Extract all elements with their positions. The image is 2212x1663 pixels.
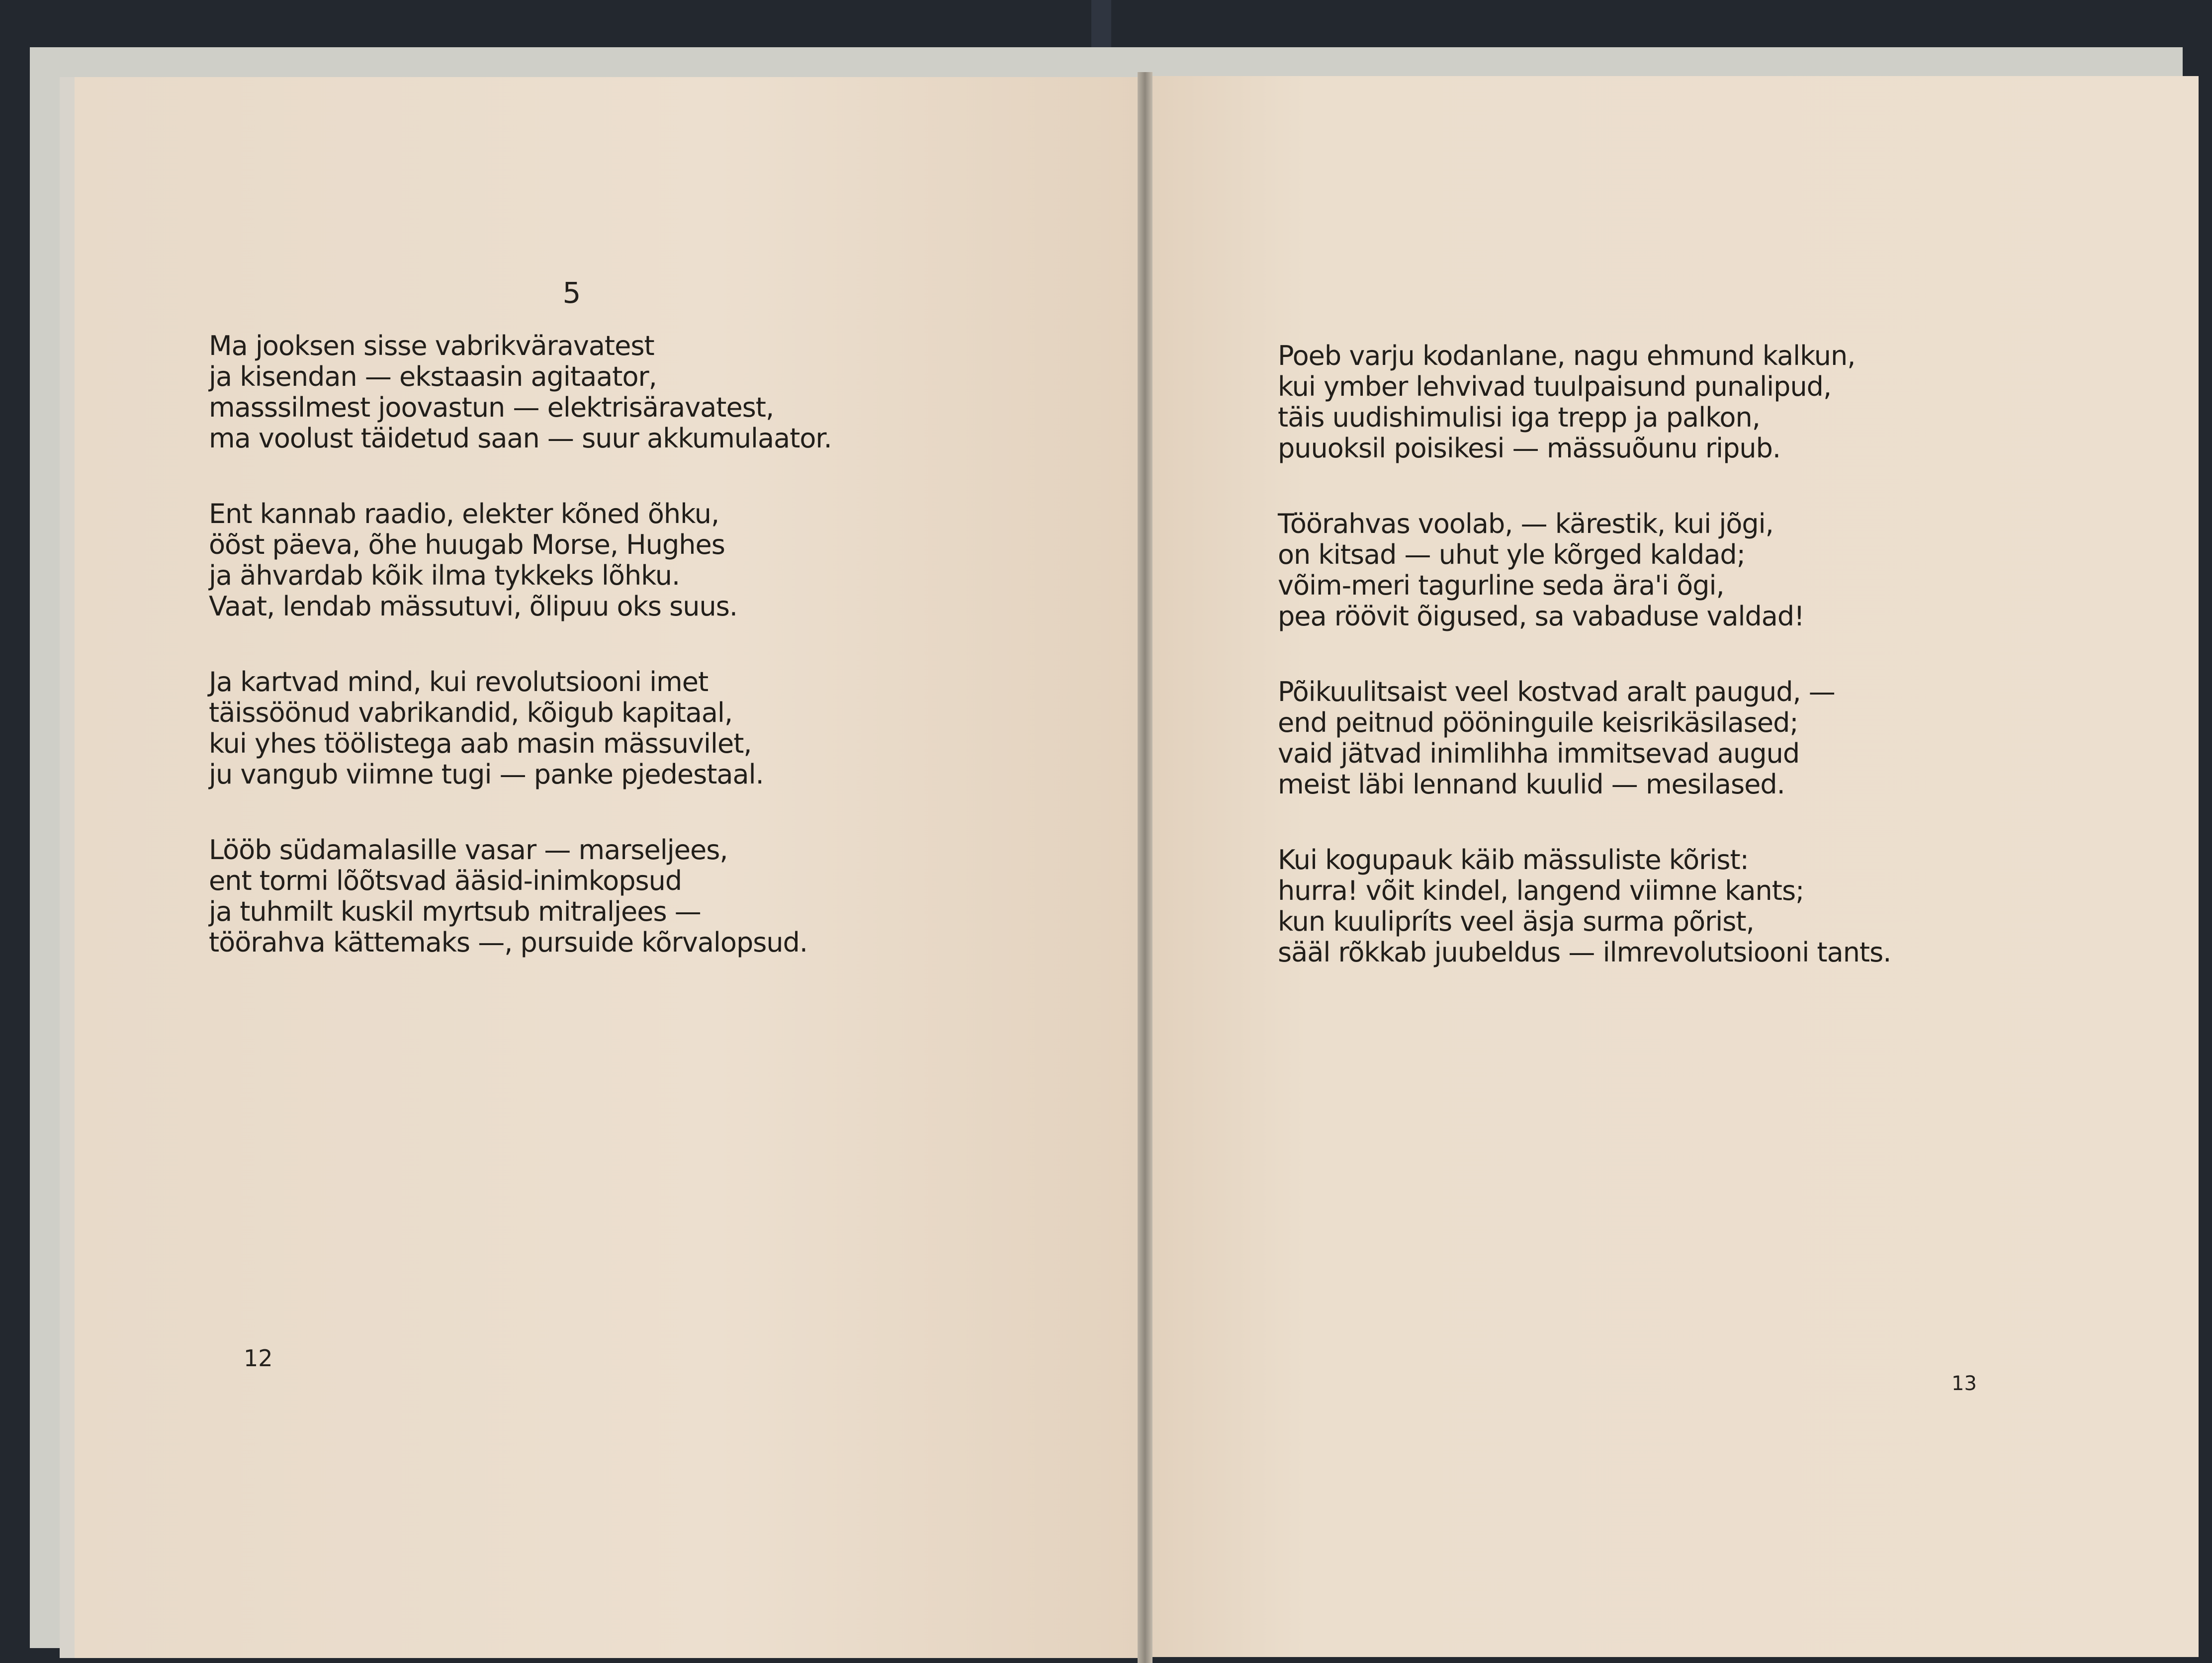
verse-line: vaid jätvad inimlihha immitsevad augud	[1278, 738, 1800, 769]
stanza	[209, 835, 832, 958]
verse-line: on kitsad — uhut yle kõrged kaldad;	[1278, 539, 1745, 570]
book-gutter	[1138, 72, 1152, 1663]
verse-line: ja tuhmilt kuskil myrtsub mitraljees —	[209, 896, 701, 927]
verse-line: Põikuulitsaist veel kostvad aralt paugud, —	[1278, 676, 1835, 707]
verse-line: töörahva kättemaks —, pursuide kõrvalopsud.	[209, 927, 808, 958]
verse-line: Kui kogupauk käib mässuliste kõrist:	[1278, 844, 1749, 875]
poem-number: 5	[562, 276, 581, 310]
verse-line: kui ymber lehvivad tuulpaisund punalipud,	[1278, 371, 1832, 402]
verse-line: kun kuulipríts veel äsja surma põrist,	[1278, 906, 1754, 937]
stanza	[209, 667, 832, 790]
page-number-left: 12	[244, 1345, 273, 1372]
verse-line: pea röövit õigused, sa vabaduse valdad!	[1278, 601, 1804, 632]
stanza	[1278, 677, 1891, 800]
verse-line: Poeb varju kodanlane, nagu ehmund kalkun,	[1278, 340, 1856, 371]
left-poem-text	[209, 331, 832, 1003]
verse-line: meist läbi lennand kuulid — mesilased.	[1278, 769, 1785, 800]
verse-line: ma voolust täidetud saan — suur akkumulaator.	[209, 423, 832, 454]
verse-line: Ma jooksen sisse vabrikväravatest	[209, 330, 654, 361]
verse-line: täis uudishimulisi iga trepp ja palkon,	[1278, 402, 1760, 433]
verse-line: ju vangub viimne tugi — panke pjedestaal.	[209, 759, 764, 790]
verse-line: võim-meri tagurline seda ära'i õgi,	[1278, 570, 1724, 601]
stanza	[209, 499, 832, 622]
verse-line: sääl rõkkab juubeldus — ilmrevolutsiooni tants.	[1278, 937, 1891, 968]
verse-line: end peitnud pööninguile keisrikäsilased;	[1278, 707, 1798, 738]
verse-line: ent tormi lõõtsvad ääsid-inimkopsud	[209, 865, 682, 896]
verse-line: Vaat, lendab mässutuvi, õlipuu oks suus.	[209, 591, 737, 622]
verse-line: Lööb südamalasille vasar — marseljees,	[209, 834, 728, 866]
verse-line: Ja kartvad mind, kui revolutsiooni imet	[209, 666, 708, 698]
page-number-right: 13	[1951, 1372, 1977, 1395]
verse-line: kui yhes töölistega aab masin mässuvilet,	[209, 728, 752, 759]
verse-line: masssilmest joovastun — elektrisäravatest,	[209, 392, 774, 423]
verse-line: ja ähvardab kõik ilma tykkeks lõhku.	[209, 560, 680, 591]
stanza	[1278, 341, 1891, 464]
verse-line: Ent kannab raadio, elekter kõned õhku,	[209, 498, 719, 529]
verse-line: puuoksil poisikesi — mässuõunu ripub.	[1278, 433, 1781, 464]
verse-line: öõst päeva, õhe huugab Morse, Hughes	[209, 529, 725, 560]
stanza	[209, 331, 832, 454]
stanza	[1278, 845, 1891, 968]
verse-line: täissöönud vabrikandid, kõigub kapitaal,	[209, 697, 733, 728]
verse-line: Töörahvas voolab, — kärestik, kui jõgi,	[1278, 508, 1773, 539]
stanza	[1278, 509, 1891, 632]
verse-line: ja kisendan — ekstaasin agitaator,	[209, 361, 657, 392]
verse-line: hurra! võit kindel, langend viimne kants;	[1278, 875, 1804, 906]
right-poem-text	[1278, 341, 1891, 1013]
